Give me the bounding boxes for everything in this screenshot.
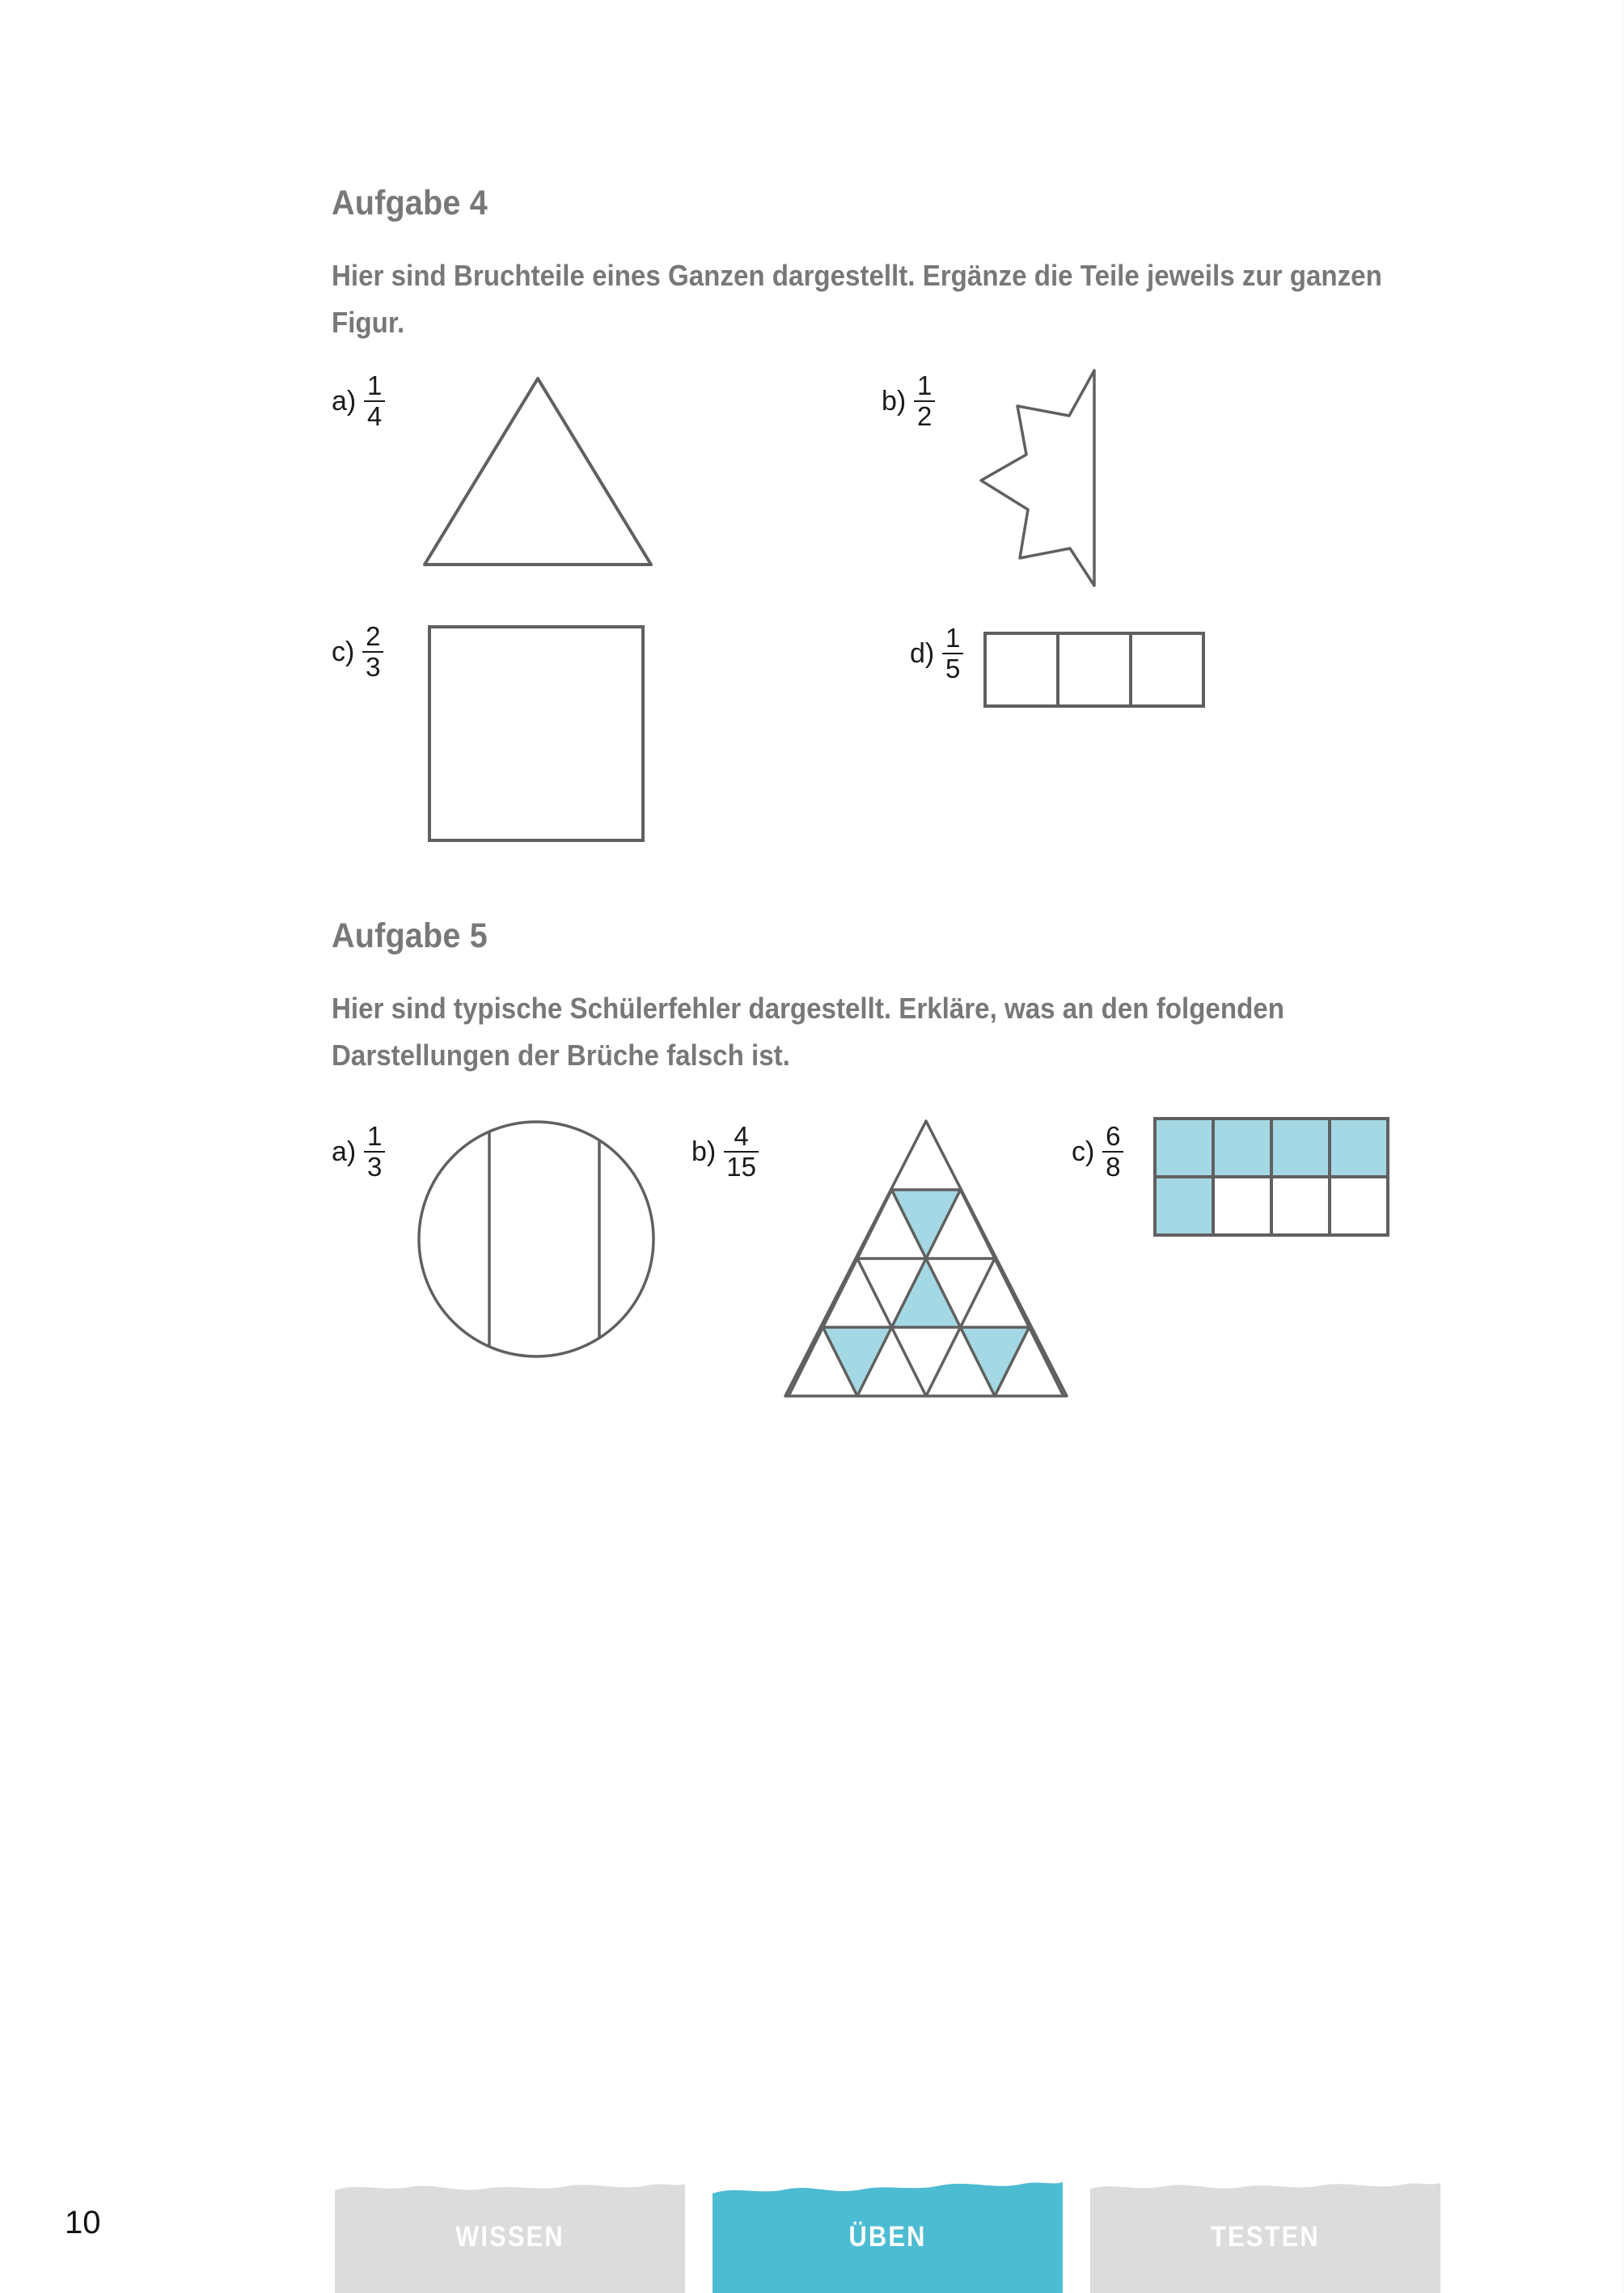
cell-r2c1 [1155,1177,1213,1235]
fraction-four-fifteenths [724,1123,759,1180]
fraction-two-thirds [362,623,383,680]
item-letter: d) [910,637,935,669]
footer-tab-wissen-label: WISSEN [455,2221,565,2253]
task4-heading: Aufgabe 4 [332,184,488,222]
square-shape [429,627,643,840]
fraction-denominator: 15 [726,1151,756,1182]
task4-item-a-label [332,372,385,429]
fraction-numerator: 4 [734,1121,749,1151]
fraction-numerator: 1 [945,623,961,653]
task5-item-c-label [1072,1123,1123,1180]
circle-shape [419,1122,653,1356]
fraction-six-eighths [1102,1123,1123,1180]
cell-r1c1 [1155,1119,1213,1177]
fraction-denominator: 8 [1106,1151,1121,1182]
task5-item-a-label [332,1123,385,1180]
shaded-triangle-r3 [892,1259,961,1327]
half-star-shape [981,370,1094,586]
item-letter: c) [1072,1136,1095,1167]
shaded-triangles [823,1190,1030,1396]
page-number: 10 [65,2205,101,2240]
shaded-triangle-r4-right [961,1327,1030,1396]
triangle-grid-lines [785,1121,1067,1396]
figure-half-star-outline [975,366,1104,590]
task4-intro: Hier sind Bruchteile eines Ganzen dargestellt. Ergänze die Teile jeweils zur ganzen Figur. [332,259,1382,339]
footer-tab-uben[interactable] [713,2176,1063,2293]
item-letter: b) [691,1136,717,1167]
strip-outline [985,633,1203,706]
fraction-denominator: 3 [367,1151,383,1182]
figure-circle-two-chords [415,1118,658,1360]
cell-r1c4 [1330,1119,1388,1177]
task4-item-c-label [332,623,383,680]
footer-tab-testen-label: TESTEN [1211,2221,1320,2253]
fraction-one-third [364,1123,385,1180]
fraction-one-fifth [942,624,963,682]
triangle-shape [425,379,651,565]
task4-item-b-label [882,372,935,429]
cell-r1c2 [1213,1119,1271,1177]
figure-square-outline [427,624,645,843]
item-letter: a) [332,1136,357,1167]
fraction-numerator: 2 [366,621,381,651]
footer-tab-bar [0,2176,1624,2293]
figure-triangle-outline [421,372,655,570]
task5-item-b-label [691,1123,759,1180]
footer-tab-uben-label: ÜBEN [848,2221,927,2253]
shaded-triangle-r2 [892,1190,961,1259]
cell-r1c3 [1271,1119,1330,1177]
item-letter: a) [332,385,357,417]
footer-tab-wissen[interactable] [335,2176,685,2293]
task4-item-d-label [910,624,963,682]
task5-heading: Aufgabe 5 [332,916,488,955]
figure-rect-grid-4x2 [1152,1116,1392,1246]
fraction-denominator: 2 [917,400,933,431]
fraction-one-quarter [364,372,385,429]
item-letter: c) [332,636,355,667]
footer-tab-testen[interactable] [1090,2176,1440,2293]
fraction-denominator: 5 [945,653,961,683]
fraction-numerator: 1 [917,370,933,400]
fraction-denominator: 4 [367,400,383,431]
fraction-numerator: 1 [367,1121,383,1151]
fraction-numerator: 6 [1106,1121,1121,1151]
shaded-triangle-r4-left [823,1327,892,1396]
fraction-numerator: 1 [367,370,383,400]
fraction-denominator: 3 [366,651,381,682]
figure-three-cell-strip [983,631,1206,709]
figure-triangle-grid-16 [780,1116,1076,1404]
fraction-one-half [914,372,935,429]
task5-intro: Hier sind typische Schülerfehler dargestellt. Erkläre, was an den folgenden Darstellungen der Brüche falsch ist. [332,992,1284,1072]
item-letter: b) [882,385,907,417]
